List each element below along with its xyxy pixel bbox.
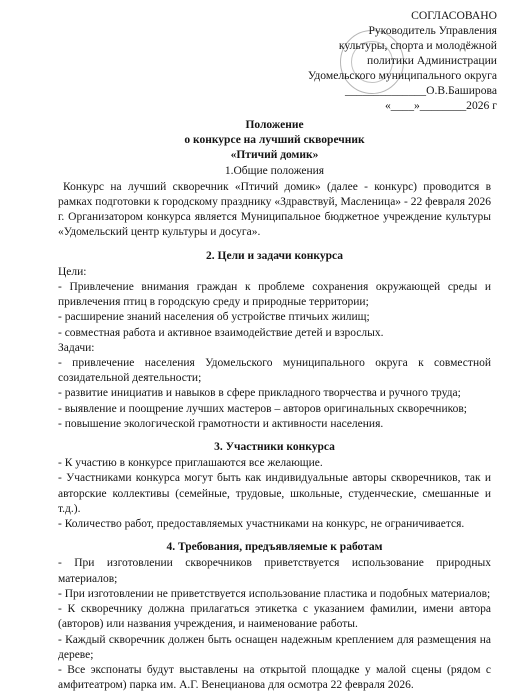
section-heading-goals: 2. Цели и задачи конкурса: [206, 249, 343, 262]
contest-name: «Птичий домик»: [230, 149, 319, 162]
approval-line: СОГЛАСОВАНО: [411, 9, 497, 22]
list-item: - Все экспонаты будут выставлены на открытой площадке у малой сцены (рядом с амфитеатром) парка им. А.Г. Венецианова для осмотра 22 февраля 2026.: [58, 663, 491, 692]
approval-date-line: «____»________2026 г: [385, 99, 497, 112]
list-item: - совместная работа и активное взаимодействие детей и взрослых.: [58, 326, 384, 339]
list-item: - развитие инициатив и навыков в сфере прикладного творчества и ручного труда;: [58, 387, 461, 400]
list-item: - Участниками конкурса могут быть как индивидуальные авторы скворечников, так и авторские коллективы (семейные, трудовые, школьные, студенческие, смешанные и т.д.).: [58, 472, 491, 515]
list-item: - При изготовлении не приветствуется использование пластика и подобных материалов;: [58, 587, 491, 600]
goals-label: Цели:: [58, 265, 87, 278]
list-item: - К скворечнику должна прилагаться этикетка с указанием фамилии, имени автора (авторов) или названия учреждения, и наименование работы.: [58, 603, 491, 631]
list-item: - Привлечение внимания граждан к проблеме сохранения окружающей среды и привлечения птиц в городскую среду и природные территории;: [58, 281, 491, 309]
list-item: - выявление и поощрение лучших мастеров – авторов оригинальных скворечников;: [58, 402, 467, 415]
tasks-label: Задачи:: [58, 341, 95, 354]
section-heading-requirements: 4. Требования, предъявляемые к работам: [166, 541, 383, 554]
approval-signature-line: ______________О.В.Баширова: [344, 84, 497, 97]
document-body: [58, 118, 491, 693]
list-item: - Количество работ, предоставляемых участниками на конкурс, не ограничивается.: [58, 518, 465, 531]
document-title: Положение: [245, 119, 304, 131]
section-heading-participants: 3. Участники конкурса: [214, 441, 335, 454]
document-subtitle: о конкурсе на лучший скворечник: [184, 134, 365, 147]
list-item: - привлечение населения Удомельского муниципального округа к совместной созидательной деятельности;: [58, 357, 491, 385]
list-item: - расширение знаний населения об устройстве птичьих жилищ;: [58, 311, 370, 324]
section-heading-general: 1.Общие положения: [224, 164, 325, 177]
approval-line: культуры, спорта и молодёжной: [338, 39, 497, 52]
approval-line: политики Администрации: [367, 54, 497, 67]
list-item: - Каждый скворечник должен быть оснащен надежным креплением для размещения на дереве;: [58, 633, 491, 661]
approval-line: Удомельского муниципального округа: [307, 69, 497, 82]
list-item: - повышение экологической грамотности и активности населения.: [58, 417, 384, 430]
approval-line: Руководитель Управления: [368, 24, 497, 37]
list-item: - При изготовлении скворечников приветствуется использование природных материалов;: [58, 557, 491, 585]
section-text-general: Конкурс на лучший скворечник «Птичий домик» (далее - конкурс) проводится в рамках подготовки к городскому празднику «Здравствуй, Масленица» - 22 февраля 2026 г. Организатором конкурса является Муниципальное бюджетное учреждение культуры «Удомельский центр культуры и досуга».: [58, 180, 491, 239]
approval-block: [227, 8, 497, 113]
list-item: - К участию в конкурсе приглашаются все желающие.: [58, 457, 323, 470]
